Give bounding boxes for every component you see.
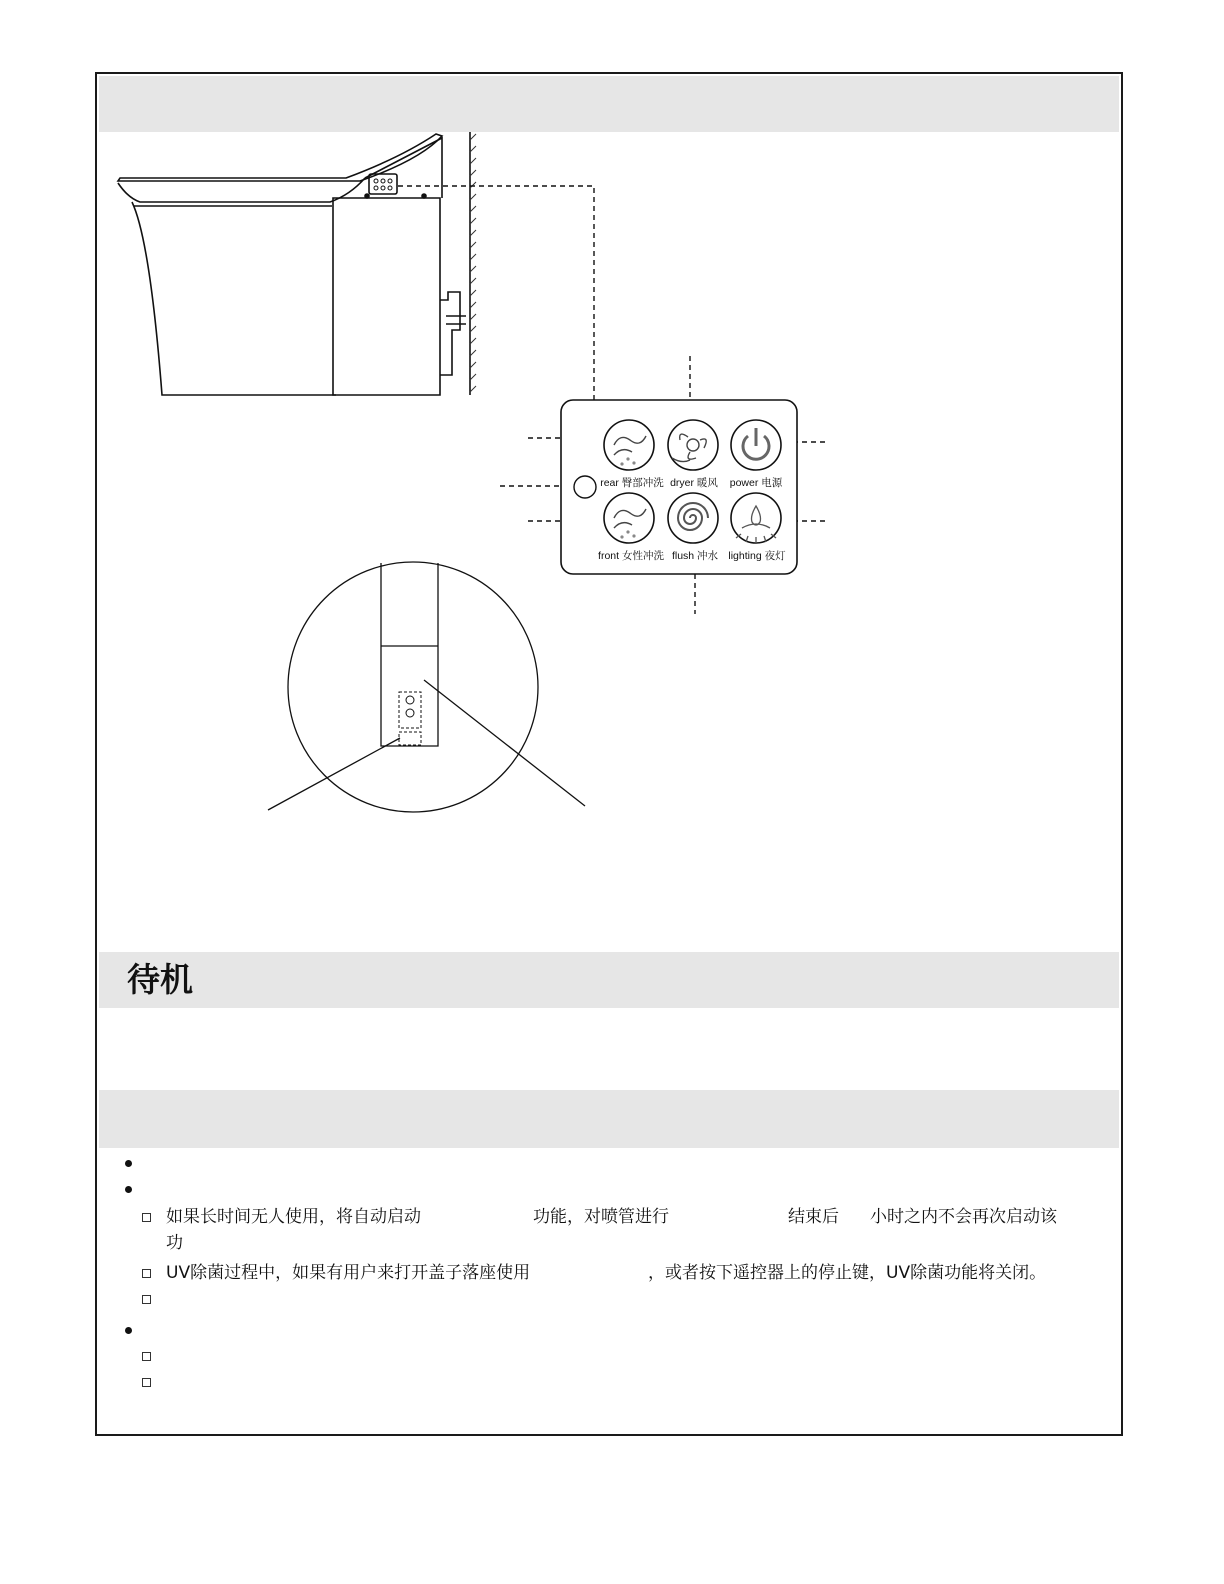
dryer-button[interactable] xyxy=(668,420,718,470)
checkbox-marker xyxy=(142,1295,151,1304)
flush-button-label: flush 冲水 xyxy=(671,550,719,562)
front-button[interactable] xyxy=(604,493,654,543)
standby-heading: 待机 xyxy=(127,960,193,999)
rear-button-label: rear 臀部冲洗 xyxy=(600,477,664,489)
toilet-illustration xyxy=(118,132,476,395)
bullet xyxy=(125,1160,132,1167)
checkbox-marker xyxy=(142,1378,151,1387)
lighting-button-label: lighting 夜灯 xyxy=(728,550,786,562)
uv-item-1-text-a: 如果长时间无人使用，将自动启动 xyxy=(166,1207,421,1227)
lighting-button[interactable] xyxy=(731,493,781,543)
checkbox-marker xyxy=(142,1352,151,1361)
detail-magnifier xyxy=(268,562,585,812)
control-panel xyxy=(561,400,797,574)
front-button-label: front 女性冲洗 xyxy=(598,550,664,562)
power-button[interactable] xyxy=(731,420,781,470)
checkbox-marker xyxy=(142,1213,151,1222)
uv-item-1-text-c: 结束后 xyxy=(788,1207,839,1227)
uv-item-1-text-continued: 功 xyxy=(166,1233,183,1253)
uv-section-header-band xyxy=(99,1090,1119,1148)
uv-item-2-text-a: UV除菌过程中，如果有用户来打开盖子落座使用 xyxy=(166,1263,531,1283)
flush-button[interactable] xyxy=(668,493,718,543)
dryer-button-label: dryer 暖风 xyxy=(670,477,718,489)
uv-item-1-text-d: 小时之内不会再次启动该 xyxy=(870,1207,1057,1227)
checkbox-marker xyxy=(142,1269,151,1278)
standby-section-header xyxy=(99,952,1119,1008)
bullet xyxy=(125,1186,132,1193)
rear-button[interactable] xyxy=(604,420,654,470)
uv-item-1-text-b: 功能，对喷管进行 xyxy=(533,1207,669,1227)
bullet xyxy=(125,1327,132,1334)
power-button-label: power 电源 xyxy=(729,477,783,489)
uv-item-2-text-b: ，或者按下遥控器上的停止键，UV除菌功能将关闭。 xyxy=(648,1263,1047,1283)
